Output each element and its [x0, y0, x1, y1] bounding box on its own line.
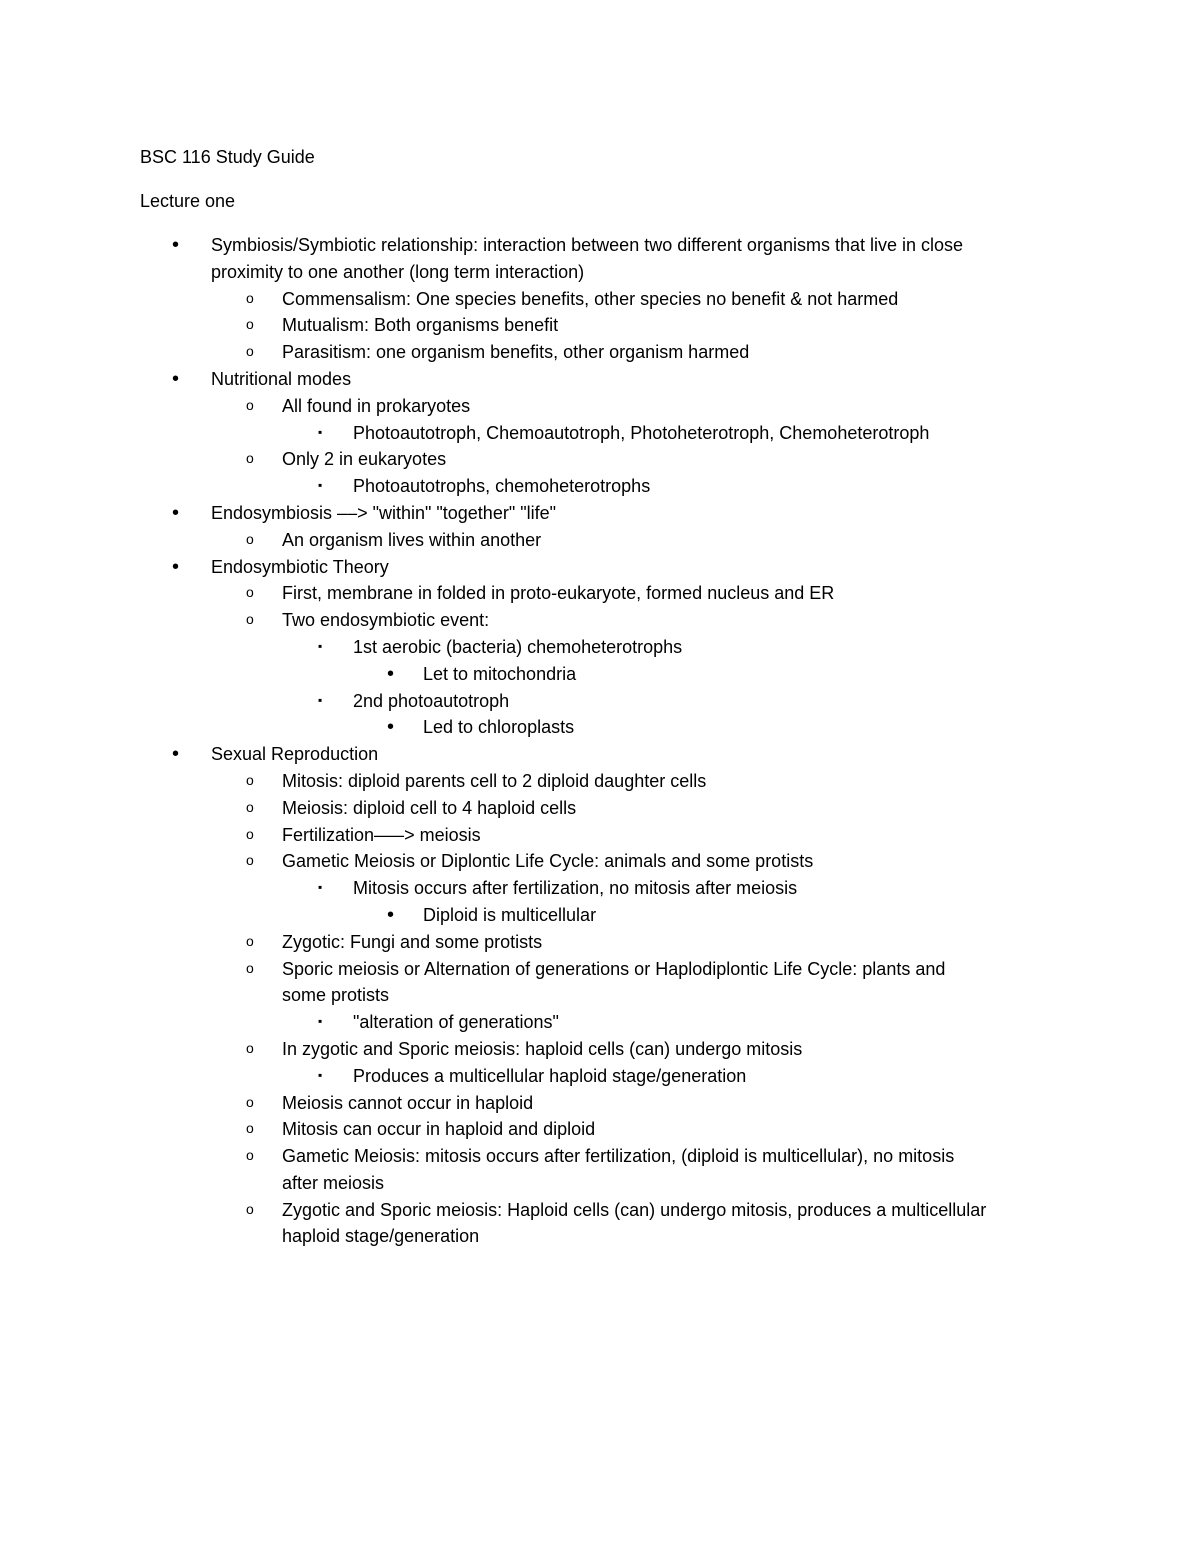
- list-item-text: Endosymbiotic Theory: [211, 556, 389, 577]
- list-item-text: some protists: [282, 985, 390, 1006]
- list-item-level-2: [0, 1036, 1200, 1063]
- list-item-text: In zygotic and Sporic meiosis: haploid cells (can) undergo mitosis: [282, 1038, 803, 1059]
- bullet-icon: o: [246, 530, 254, 547]
- list-item-text: Nutritional modes: [211, 368, 352, 389]
- list-item-text: Gametic Meiosis or Diplontic Life Cycle: animals and some protists: [282, 851, 814, 872]
- bullet-icon: o: [246, 396, 254, 413]
- bullet-icon: o: [246, 798, 254, 815]
- bullet-icon: ▪: [318, 638, 323, 653]
- list-item-text: Let to mitochondria: [423, 663, 577, 684]
- list-item-level-2: [0, 1197, 1200, 1224]
- bullet-icon: o: [246, 584, 254, 601]
- list-item-level-2: [0, 339, 1200, 366]
- list-item-text: An organism lives within another: [282, 529, 542, 550]
- list-item-level-3: [0, 420, 1200, 447]
- document-title: BSC 116 Study Guide: [140, 147, 315, 167]
- list-item-level-2: [0, 446, 1200, 473]
- list-item-level-4: [0, 661, 1200, 688]
- list-item-level-4: [0, 714, 1200, 741]
- list-item-level-2: [0, 795, 1200, 822]
- list-item-text: Photoautotroph, Chemoautotroph, Photoheterotroph, Chemoheterotroph: [353, 422, 930, 443]
- list-item-level-2: [0, 822, 1200, 849]
- list-item-text: Mitosis can occur in haploid and diploid: [282, 1119, 596, 1140]
- bullet-icon: o: [246, 932, 254, 949]
- list-item-level-2: [0, 768, 1200, 795]
- list-item-level-2: [0, 580, 1200, 607]
- list-item-level-4: [0, 902, 1200, 929]
- list-item-text: Gametic Meiosis: mitosis occurs after fertilization, (diploid is multicellular), no mitosis: [282, 1146, 955, 1167]
- bullet-icon: ▪: [318, 1067, 323, 1082]
- list-item-level-3: [0, 688, 1200, 715]
- bullet-icon: •: [387, 716, 395, 739]
- bullet-icon: o: [246, 1093, 254, 1110]
- list-item-level-2: [0, 286, 1200, 313]
- list-item-text: Diploid is multicellular: [423, 904, 597, 925]
- bullet-icon: o: [246, 1120, 254, 1137]
- lecture-heading: Lecture one: [140, 191, 236, 211]
- bullet-icon: o: [246, 852, 254, 869]
- list-item-level-2: [0, 956, 1200, 983]
- bullet-icon: ▪: [318, 880, 323, 895]
- bullet-icon: o: [246, 825, 254, 842]
- list-item-continuation: [0, 1223, 1200, 1250]
- bullet-icon: o: [246, 1039, 254, 1056]
- list-item-level-2: [0, 929, 1200, 956]
- bullet-icon: o: [246, 450, 254, 467]
- bullet-icon: o: [246, 316, 254, 333]
- bullet-icon: ▪: [318, 692, 323, 707]
- list-item-level-2: [0, 607, 1200, 634]
- bullet-icon: o: [246, 611, 254, 628]
- list-item-text: Symbiosis/Symbiotic relationship: interaction between two different organisms that live in close: [211, 235, 964, 255]
- bullet-icon: ▪: [318, 478, 323, 493]
- list-item-text: All found in prokaryotes: [282, 395, 471, 416]
- list-item-continuation: [0, 259, 1200, 286]
- list-item-level-2: [0, 1090, 1200, 1117]
- list-item-level-1: [0, 366, 1200, 393]
- list-item-text: Zygotic and Sporic meiosis: Haploid cells (can) undergo mitosis, produces a multicellular: [282, 1199, 987, 1220]
- list-item-text: Fertilization–––> meiosis: [282, 824, 481, 845]
- list-item-level-3: [0, 1009, 1200, 1036]
- list-item-level-2: [0, 1116, 1200, 1143]
- list-item-text: 2nd photoautotroph: [353, 690, 510, 711]
- list-item-text: Mitosis: diploid parents cell to 2 diploid daughter cells: [282, 770, 707, 791]
- bullet-icon: ▪: [318, 1014, 323, 1029]
- list-item-level-2: [0, 312, 1200, 339]
- bullet-icon: •: [172, 367, 180, 390]
- list-item-text: Sporic meiosis or Alternation of generations or Haplodiplontic Life Cycle: plants and: [282, 958, 946, 979]
- list-item-text: Endosymbiosis ––> "within" "together" "life": [211, 502, 557, 523]
- list-item-level-2: [0, 527, 1200, 554]
- list-item-text: Sexual Reproduction: [211, 744, 379, 765]
- list-item-text: Parasitism: one organism benefits, other organism harmed: [282, 342, 750, 363]
- list-item-text: First, membrane in folded in proto-eukaryote, formed nucleus and ER: [282, 583, 835, 604]
- list-item-level-2: [0, 393, 1200, 420]
- list-item-level-1: [0, 500, 1200, 527]
- bullet-icon: o: [246, 1200, 254, 1217]
- list-item-text: Meiosis cannot occur in haploid: [282, 1092, 534, 1113]
- list-item-continuation: [0, 1170, 1200, 1197]
- list-item-text: Produces a multicellular haploid stage/generation: [353, 1065, 747, 1086]
- bullet-icon: •: [172, 743, 180, 766]
- list-item-text: Zygotic: Fungi and some protists: [282, 931, 543, 952]
- list-item-text: Only 2 in eukaryotes: [282, 449, 447, 470]
- list-item-level-1: [0, 554, 1200, 581]
- list-item-text: Mutualism: Both organisms benefit: [282, 315, 559, 336]
- bullet-icon: •: [172, 501, 180, 524]
- list-item-level-1: [0, 741, 1200, 768]
- list-item-level-3: [0, 875, 1200, 902]
- list-item-text: haploid stage/generation: [282, 1226, 480, 1247]
- list-item-level-3: [0, 634, 1200, 661]
- bullet-icon: •: [172, 234, 180, 256]
- list-item-text: Photoautotrophs, chemoheterotrophs: [353, 476, 651, 497]
- list-item-text: Mitosis occurs after fertilization, no mitosis after meiosis: [353, 878, 798, 899]
- list-item-text: proximity to one another (long term interaction): [211, 261, 585, 282]
- list-item-text: Commensalism: One species benefits, other species no benefit & not harmed: [282, 288, 899, 309]
- bullet-icon: o: [246, 343, 254, 360]
- list-item-text: after meiosis: [282, 1172, 385, 1193]
- list-item-level-2: [0, 848, 1200, 875]
- bullet-icon: •: [387, 903, 395, 926]
- list-item-text: "alteration of generations": [353, 1012, 559, 1033]
- bullet-icon: o: [246, 289, 254, 306]
- list-item-continuation: [0, 982, 1200, 1009]
- list-item-text: Led to chloroplasts: [423, 717, 575, 738]
- bullet-icon: ▪: [318, 424, 323, 439]
- bullet-icon: •: [172, 555, 180, 578]
- list-item-level-2: [0, 1143, 1200, 1170]
- list-item-text: 1st aerobic (bacteria) chemoheterotrophs: [353, 636, 683, 657]
- bullet-icon: o: [246, 1147, 254, 1164]
- list-item-level-3: [0, 473, 1200, 500]
- bullet-icon: o: [246, 771, 254, 788]
- list-item-level-1: [0, 232, 1200, 259]
- bullet-icon: •: [387, 662, 395, 685]
- list-item-level-3: [0, 1063, 1200, 1090]
- list-item-text: Meiosis: diploid cell to 4 haploid cells: [282, 797, 577, 818]
- outline-list: [0, 232, 1200, 1250]
- list-item-text: Two endosymbiotic event:: [282, 610, 490, 631]
- bullet-icon: o: [246, 959, 254, 976]
